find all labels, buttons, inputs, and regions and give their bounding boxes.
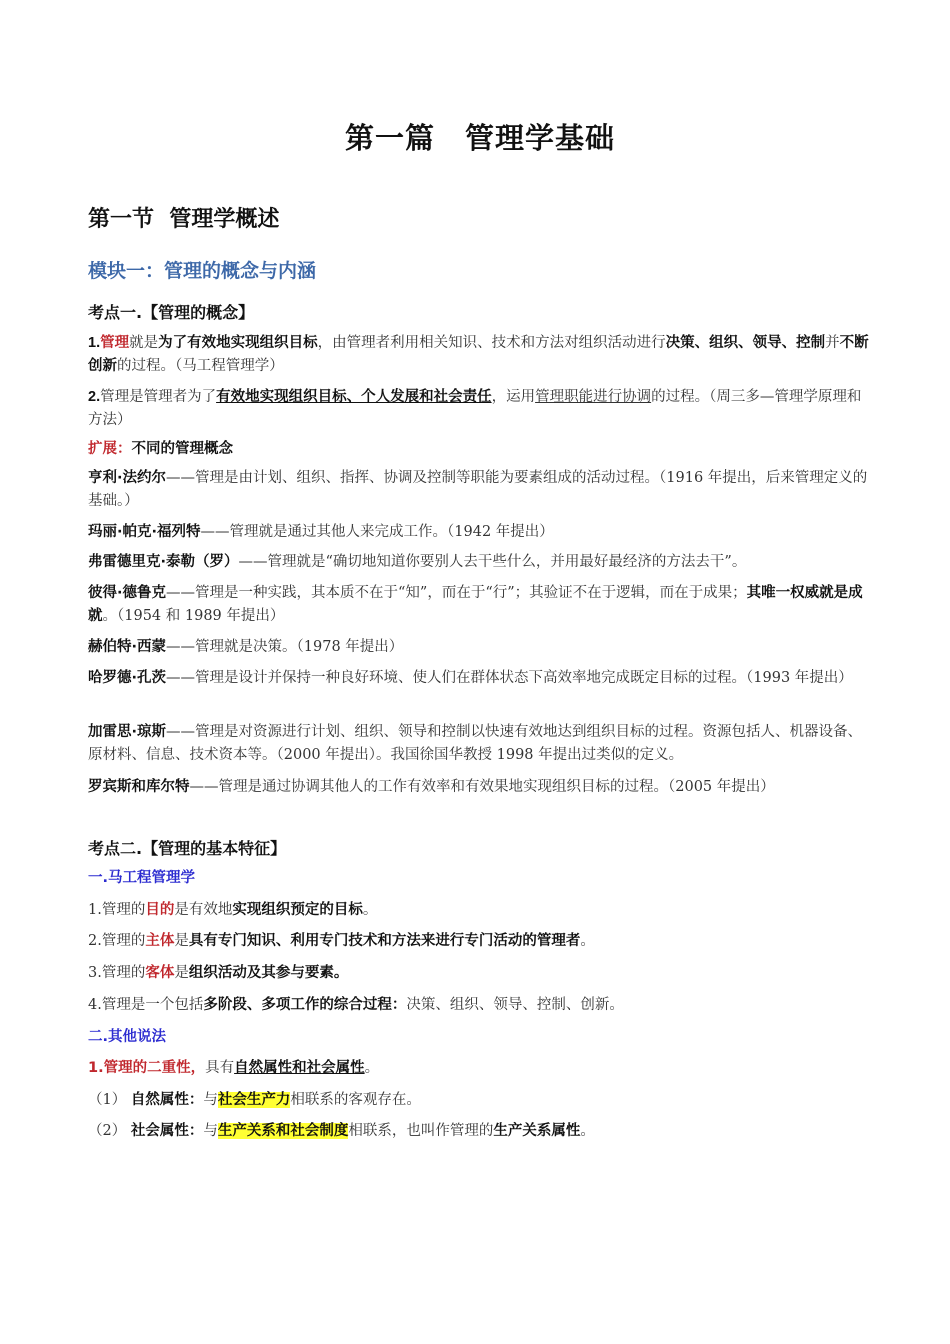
feature-4: 4.管理是一个包括多阶段、多项工作的综合过程：决策、组织、领导、控制、创新。 <box>88 997 624 1013</box>
other-2: （1） 自然属性：与社会生产力相联系的客观存在。 <box>88 1092 421 1108</box>
feature-3: 3.管理的客体是组织活动及其参与要素。 <box>88 965 349 981</box>
definition-item: 罗宾斯和库尔特——管理是通过协调其他人的工作有效率和有效果地实现组织目标的过程。（2005 年提出） <box>88 779 775 795</box>
definition-item: 加雷思·琼斯——管理是对资源进行计划、组织、领导和控制以快速有效地达到组织目标的过程。资源包括人、机器设备、原材料、信息、技术资本等。（2000 年提出）。我国徐国华教授 1998 年提出过类似的定义。 <box>88 724 863 763</box>
kp2-heading: 考点二.【管理的基本特征】 <box>88 839 287 858</box>
feature-2: 2.管理的主体是具有专门知识、利用专门技术和方法来进行专门活动的管理者。 <box>88 933 595 949</box>
definition-item: 亨利·法约尔——管理是由计划、组织、指挥、协调及控制等职能为要素组成的活动过程。（1916 年提出，后来管理定义的基础。） <box>88 470 868 509</box>
document-title: 第一篇 管理学基础 <box>344 121 615 155</box>
definition-1: 1.管理就是为了有效地实现组织目标，由管理者利用相关知识、技术和方法对组织活动进行决策、组织、领导、控制并不断创新的过程。（马工程管理学） <box>88 335 869 374</box>
subheading-1: 一.马工程管理学 <box>88 870 196 886</box>
definition-item: 弗雷德里克·泰勒（罗）——管理就是“确切地知道你要别人去干些什么，并用最好最经济的方法去干”。 <box>88 554 747 570</box>
other-3: （2） 社会属性：与生产关系和社会制度相联系，也叫作管理的生产关系属性。 <box>88 1123 595 1139</box>
definition-item: 赫伯特·西蒙——管理就是决策。（1978 年提出） <box>88 639 404 655</box>
extension-line: 扩展：不同的管理概念 <box>88 441 233 457</box>
feature-1: 1.管理的目的是有效地实现组织预定的目标。 <box>88 902 378 918</box>
definition-item: 彼得·德鲁克——管理是一种实践，其本质不在于“知”，而在于“行”；其验证不在于逻辑，而在于成果；其唯一权威就是成就。（1954 和 1989 年提出） <box>88 585 863 624</box>
definition-item: 玛丽·帕克·福列特——管理就是通过其他人来完成工作。（1942 年提出） <box>88 524 554 540</box>
definition-item: 哈罗德·孔茨——管理是设计并保持一种良好环境、使人们在群体状态下高效率地完成既定目标的过程。（1993 年提出） <box>88 670 853 686</box>
module-heading: 模块一：管理的概念与内涵 <box>88 260 317 282</box>
section-heading: 第一节 管理学概述 <box>88 207 280 232</box>
subheading-2: 二.其他说法 <box>88 1029 167 1045</box>
definition-2: 2.管理是管理者为了有效地实现组织目标、个人发展和社会责任，运用管理职能进行协调的过程。（周三多—管理学原理和方法） <box>88 389 862 428</box>
other-1: 1.管理的二重性，具有自然属性和社会属性。 <box>88 1060 380 1076</box>
kp1-heading: 考点一.【管理的概念】 <box>88 303 255 322</box>
